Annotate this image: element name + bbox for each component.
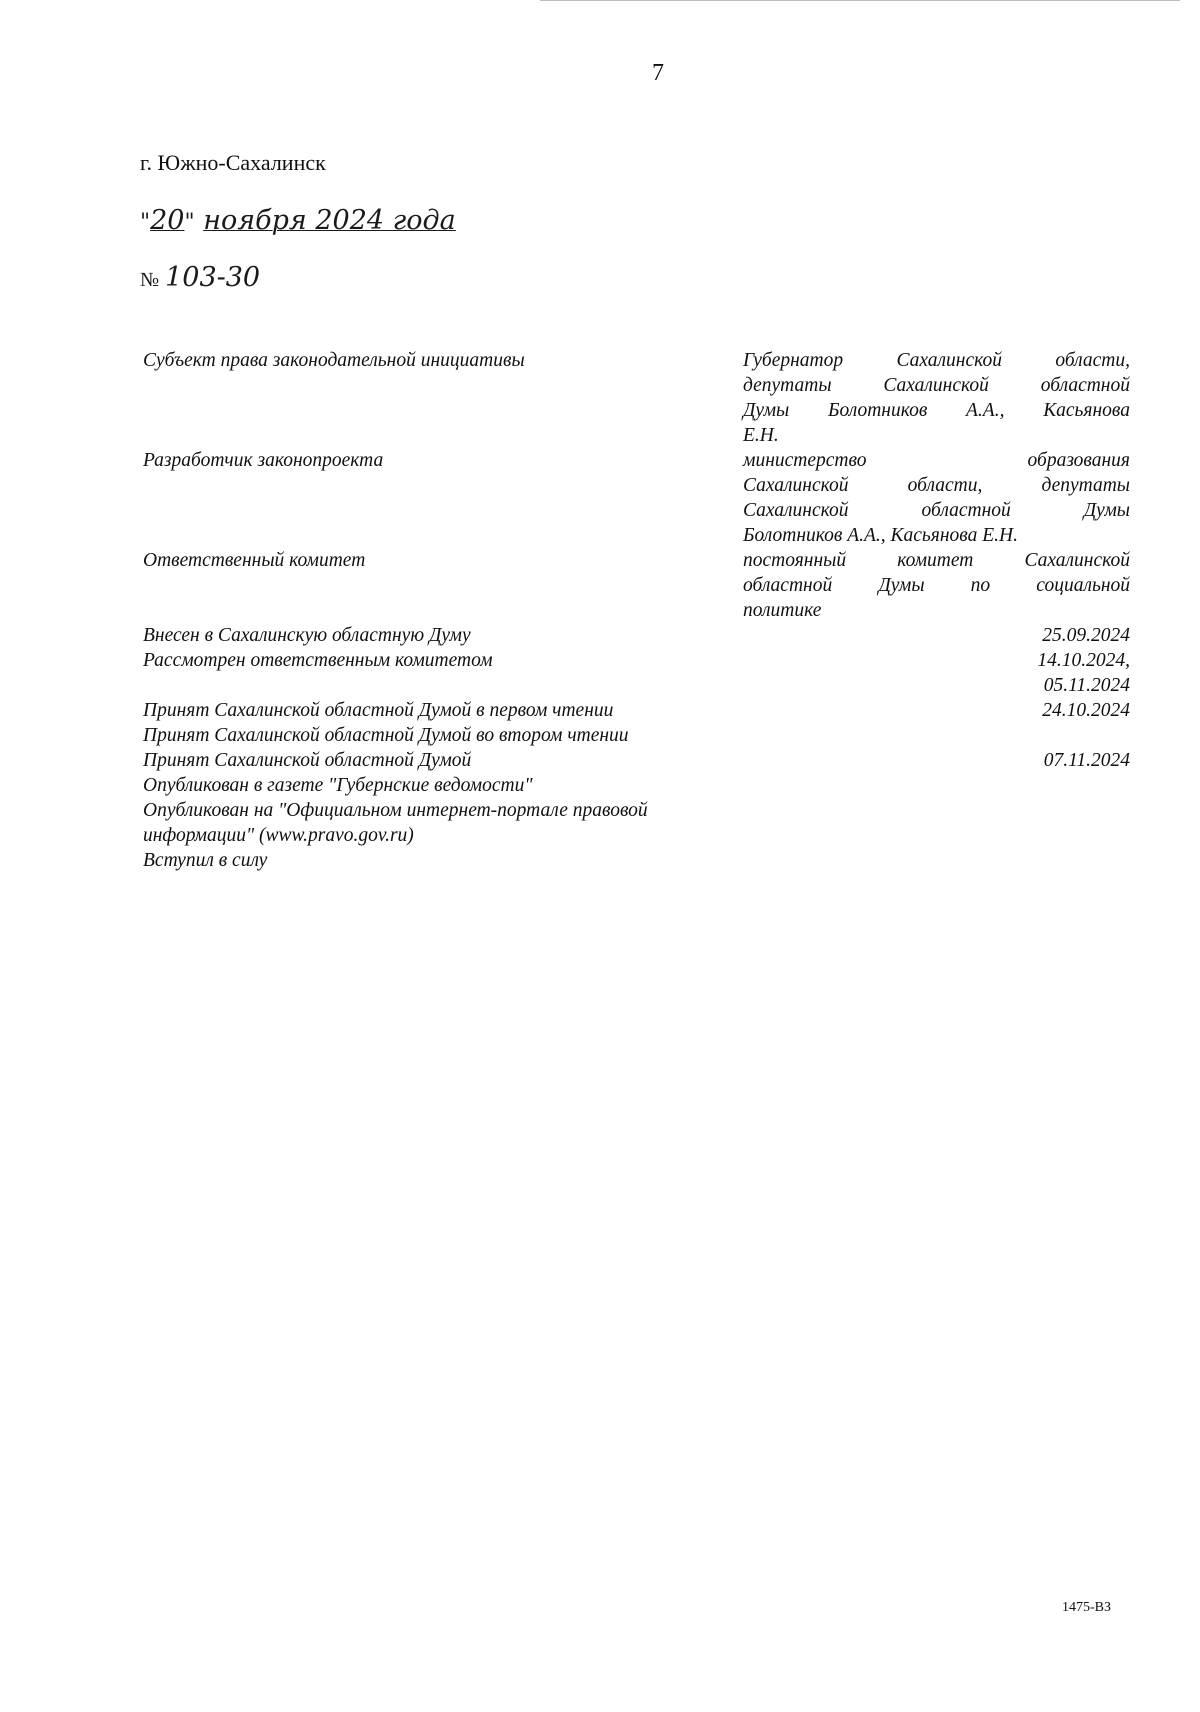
row-label: Разработчик законопроекта <box>143 450 384 471</box>
stage-date <box>743 723 1130 748</box>
scan-top-edge <box>540 0 1180 1</box>
portal-line: информации" (www.pravo.gov.ru) <box>143 825 414 846</box>
row-value <box>743 448 1130 548</box>
handwritten-number <box>140 262 260 293</box>
value-line: постоянный комитет Сахалинской <box>743 550 1130 571</box>
stage-committee-review <box>143 648 1143 698</box>
stage-date: 24.10.2024 <box>1042 700 1130 721</box>
value-line: Сахалинской областной Думы <box>743 500 1130 521</box>
stage-first-reading <box>143 698 1143 723</box>
value-line: министерство образования <box>743 450 1130 471</box>
stage-submitted <box>143 623 1143 648</box>
footer-code: 1475-ВЗ <box>1062 1600 1112 1615</box>
page-number: 7 <box>652 60 664 86</box>
row-developer <box>143 448 1143 548</box>
row-label: Субъект права законодательной инициативы <box>143 350 525 371</box>
portal-line: Опубликован на "Официальном интернет-портале правовой <box>143 800 648 821</box>
value-line: областной Думы по социальной <box>743 575 1130 596</box>
number-sign: № <box>140 269 160 291</box>
stage-date: 25.09.2024 <box>1042 625 1130 646</box>
value-line: политике <box>743 600 822 621</box>
stage-label: Принят Сахалинской областной Думой в первом чтении <box>143 700 614 721</box>
stage-label: Внесен в Сахалинскую областную Думу <box>143 625 471 646</box>
value-line: Думы Болотников А.А., Касьянова <box>743 400 1130 421</box>
stage-label-newspaper: Опубликован в газете "Губернские ведомости" <box>143 775 533 796</box>
value-line: депутаты Сахалинской областной <box>743 375 1130 396</box>
row-committee <box>143 548 1143 623</box>
value-line: Болотников А.А., Касьянова Е.Н. <box>743 525 1018 546</box>
stage-date: 05.11.2024 <box>1043 675 1130 696</box>
date-month-year: ноября 2024 года <box>203 205 456 236</box>
row-value <box>743 348 1130 448</box>
handwritten-date: "20" ноября 2024 года <box>140 205 456 236</box>
law-number: 103-30 <box>165 262 261 293</box>
stage-adopted <box>143 748 1143 773</box>
row-label: Ответственный комитет <box>143 550 366 571</box>
info-block <box>143 348 1143 873</box>
entered-into-force: Вступил в силу <box>143 850 268 871</box>
date-day: 20 <box>150 205 185 236</box>
stage-label: Рассмотрен ответственным комитетом <box>143 650 493 671</box>
stage-label: Принят Сахалинской областной Думой <box>143 750 472 771</box>
row-subject <box>143 348 1143 448</box>
value-line: Губернатор Сахалинской области, <box>743 350 1130 371</box>
stage-label: Принят Сахалинской областной Думой во втором чтении <box>143 725 629 746</box>
stage-dates <box>743 698 1130 723</box>
city-line: г. Южно-Сахалинск <box>140 150 326 175</box>
value-line: Сахалинской области, депутаты <box>743 475 1130 496</box>
stage-second-reading <box>143 723 1143 748</box>
row-value <box>743 548 1130 623</box>
stage-dates <box>743 748 1130 773</box>
stage-date: 14.10.2024, <box>1037 650 1130 671</box>
stage-dates <box>743 623 1130 648</box>
stage-dates <box>743 648 1130 698</box>
stage-dates <box>743 723 1130 748</box>
stage-date: 07.11.2024 <box>1043 750 1130 771</box>
value-line: Е.Н. <box>743 425 779 446</box>
